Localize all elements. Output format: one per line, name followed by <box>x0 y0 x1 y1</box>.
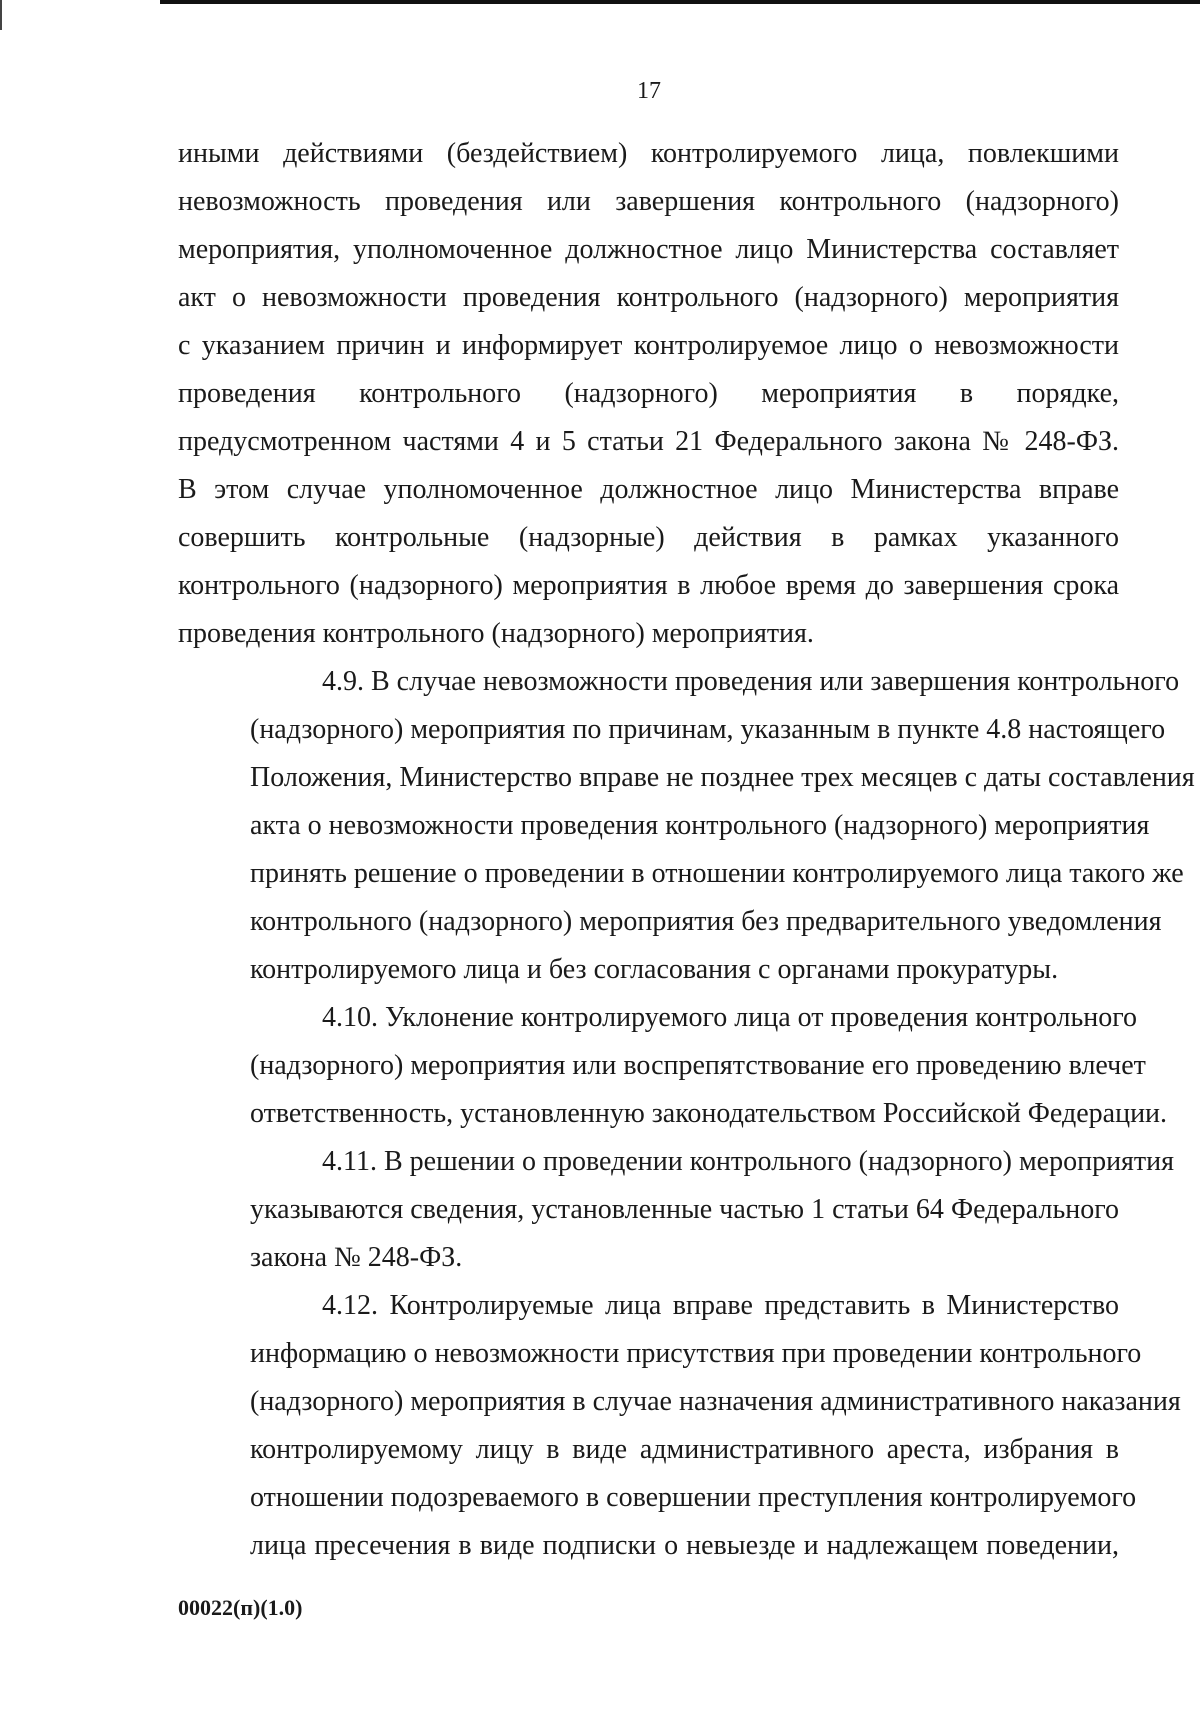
text-line: контролируемого лица и без согласования с органами прокуратуры. <box>250 954 1059 985</box>
text-line: 4.12. Контролируемые лица вправе представить в Министерство <box>322 1290 1119 1321</box>
paragraph-continuation <box>178 130 1119 658</box>
paragraph-4-10 <box>178 994 1168 1138</box>
text-line: предусмотренном частями 4 и 5 статьи 21 Федерального закона № 248-ФЗ. <box>178 426 1119 457</box>
paragraph-4-9 <box>178 658 1195 994</box>
text-line: принять решение о проведении в отношении контролируемого лица такого же <box>250 858 1184 889</box>
text-line: акта о невозможности проведения контрольного (надзорного) мероприятия <box>250 810 1150 841</box>
text-line: (надзорного) мероприятия по причинам, указанным в пункте 4.8 настоящего <box>250 714 1166 745</box>
left-scan-edge <box>0 0 2 30</box>
paragraph-4-11 <box>178 1138 1175 1282</box>
text-line: информацию о невозможности присутствия при проведении контрольного <box>250 1338 1142 1369</box>
top-scan-border <box>160 0 1200 4</box>
text-line: контролируемому лицу в виде административного ареста, избрания в <box>250 1434 1119 1465</box>
document-code: 00022(п)(1.0) <box>178 1595 303 1620</box>
text-line: ответственность, установленную законодательством Российской Федерации. <box>250 1098 1168 1129</box>
text-line: закона № 248-ФЗ. <box>250 1242 463 1273</box>
text-line: совершить контрольные (надзорные) действия в рамках указанного <box>178 522 1119 553</box>
text-line: В этом случае уполномоченное должностное лицо Министерства вправе <box>178 474 1119 505</box>
paragraph-4-12 <box>178 1282 1181 1570</box>
page-number: 17 <box>637 78 661 104</box>
text-line: (надзорного) мероприятия или воспрепятствование его проведению влечет <box>250 1050 1146 1081</box>
text-line: контрольного (надзорного) мероприятия в любое время до завершения срока <box>178 570 1119 601</box>
text-line: 4.9. В случае невозможности проведения или завершения контрольного <box>322 666 1180 697</box>
text-line: 4.11. В решении о проведении контрольного (надзорного) мероприятия <box>322 1146 1175 1177</box>
text-line: акт о невозможности проведения контрольного (надзорного) мероприятия <box>178 282 1119 313</box>
text-line: иными действиями (бездействием) контролируемого лица, повлекшими <box>178 138 1119 169</box>
text-line: проведения контрольного (надзорного) мероприятия в порядке, <box>178 378 1119 409</box>
text-line: мероприятия, уполномоченное должностное лицо Министерства составляет <box>178 234 1119 265</box>
text-line: контрольного (надзорного) мероприятия без предварительного уведомления <box>250 906 1162 937</box>
text-line: проведения контрольного (надзорного) мероприятия. <box>178 618 814 649</box>
text-line: отношении подозреваемого в совершении преступления контролируемого <box>250 1482 1137 1513</box>
text-line: (надзорного) мероприятия в случае назначения административного наказания <box>250 1386 1181 1417</box>
text-line: Положения, Министерство вправе не позднее трех месяцев с даты составления <box>250 762 1195 793</box>
text-line: указываются сведения, установленные частью 1 статьи 64 Федерального <box>250 1194 1119 1225</box>
text-line: с указанием причин и информирует контролируемое лицо о невозможности <box>178 330 1119 361</box>
text-line: 4.10. Уклонение контролируемого лица от проведения контрольного <box>322 1002 1138 1033</box>
text-line: лица пресечения в виде подписки о невыезде и надлежащем поведении, <box>250 1530 1119 1561</box>
document-body <box>178 130 1195 1570</box>
text-line: невозможность проведения или завершения контрольного (надзорного) <box>178 186 1119 217</box>
